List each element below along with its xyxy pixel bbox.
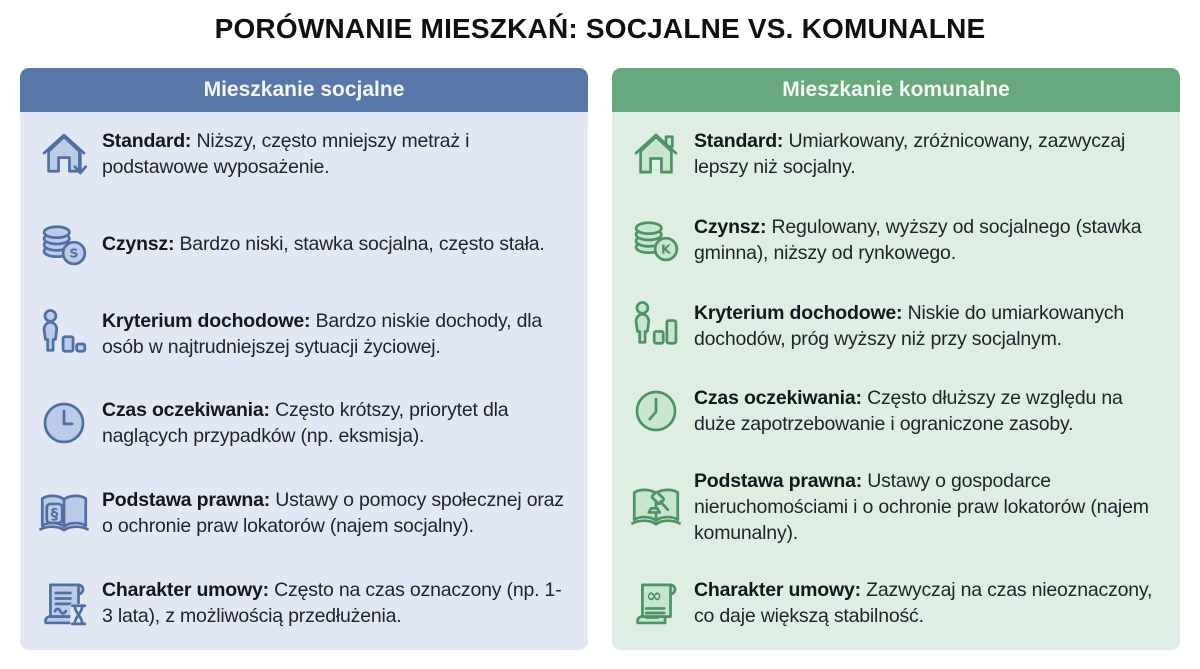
page-title: PORÓWNANIE MIESZKAŃ: SOCJALNE VS. KOMUNALNE [214,13,986,44]
row-text [694,385,1164,437]
coin-letter: S [69,245,79,261]
row-standard [26,125,572,183]
row-podstawa [26,484,572,542]
row-text [694,468,1164,546]
row-label: Czas oczekiwania: [694,387,862,410]
row-czas [618,382,1164,440]
house-arrow-down-icon [26,125,102,183]
row-label: Czas oczekiwania: [102,399,270,422]
panel-socjalne-header: Mieszkanie socjalne [20,68,588,112]
clock-icon [26,394,102,452]
row-text [102,487,572,539]
row-kryterium [26,305,572,363]
house-icon [618,125,694,183]
row-text [102,577,572,629]
row-czynsz [26,215,572,273]
scroll-hourglass-icon [26,574,102,632]
clock-icon [618,382,694,440]
row-text [694,128,1164,180]
row-text [102,231,545,257]
coins-stack-icon [618,211,694,269]
row-desc: Niskie do umiarkowanych dochodów, próg wyższy niż przy socjalnym. [694,301,1125,350]
row-desc: Często dłuższy ze względu na duże zapotrzebowanie i ograniczone zasoby. [694,387,1123,436]
scroll-infinity-icon [618,574,694,632]
row-desc: Niższy, często mniejszy metraż i podstawowe wyposażenie. [102,130,470,178]
row-desc: Regulowany, wyższy od socjalnego (stawka gminna), niższy od rynkowego. [694,215,1142,264]
row-kryterium [618,297,1164,355]
row-podstawa [618,468,1164,546]
law-book-paragraph-icon [26,484,102,542]
row-charakter [26,574,572,632]
law-book-gavel-icon [618,478,694,536]
coin-letter: K [661,241,671,257]
row-desc: Często krótszy, priorytet dla naglących przypadków (np. eksmisja). [102,399,509,448]
row-label: Standard: [694,130,784,152]
panel-komunalne [612,68,1180,650]
row-label: Czynsz: [102,232,175,255]
row-desc: Zazwyczaj na czas nieoznaczony, co daje większą stabilność. [694,578,1153,627]
row-desc: Ustawy o gospodarce nieruchomościami i o ochronie praw lokatorów (najem komunalny). [694,470,1149,545]
row-label: Czynsz: [694,215,767,238]
row-text [102,308,572,360]
row-czynsz [618,211,1164,269]
row-desc: Ustawy o pomocy społecznej oraz o ochronie praw lokatorów (najem socjalny). [102,489,564,538]
row-text [694,577,1164,629]
row-desc: Bardzo niski, stawka socjalna, często stała. [179,232,545,255]
panel-komunalne-body [612,112,1180,650]
paragraph-glyph: § [50,505,59,524]
row-desc: Często na czas oznaczony (np. 1-3 lata), z możliwością przedłużenia. [102,578,562,627]
row-czas [26,394,572,452]
coins-stack-icon [26,215,102,273]
panel-komunalne-header: Mieszkanie komunalne [612,68,1180,112]
row-text [102,128,572,180]
row-text [102,397,572,449]
row-label: Podstawa prawna: [102,489,271,512]
row-label: Podstawa prawna: [694,470,863,493]
infinity-glyph: ∞ [646,585,663,608]
row-standard [618,125,1164,183]
row-label: Kryterium dochodowe: [694,301,903,324]
row-desc: Bardzo niskie dochody, dla osób w najtrudniejszej sytuacji życiowej. [102,309,542,358]
person-income-bars-icon [618,297,694,355]
row-charakter [618,574,1164,632]
row-label: Kryterium dochodowe: [102,309,311,332]
person-income-bars-icon [26,305,102,363]
panel-socjalne-body [20,112,588,650]
row-label: Charakter umowy: [102,578,269,601]
row-label: Standard: [102,130,192,152]
row-text [694,300,1164,352]
comparison-panels [20,68,1180,650]
panel-socjalne [20,68,588,650]
row-text [694,214,1164,266]
row-desc: Umiarkowany, zróżnicowany, zazwyczaj lepszy niż socjalny. [694,130,1126,178]
row-label: Charakter umowy: [694,578,861,601]
